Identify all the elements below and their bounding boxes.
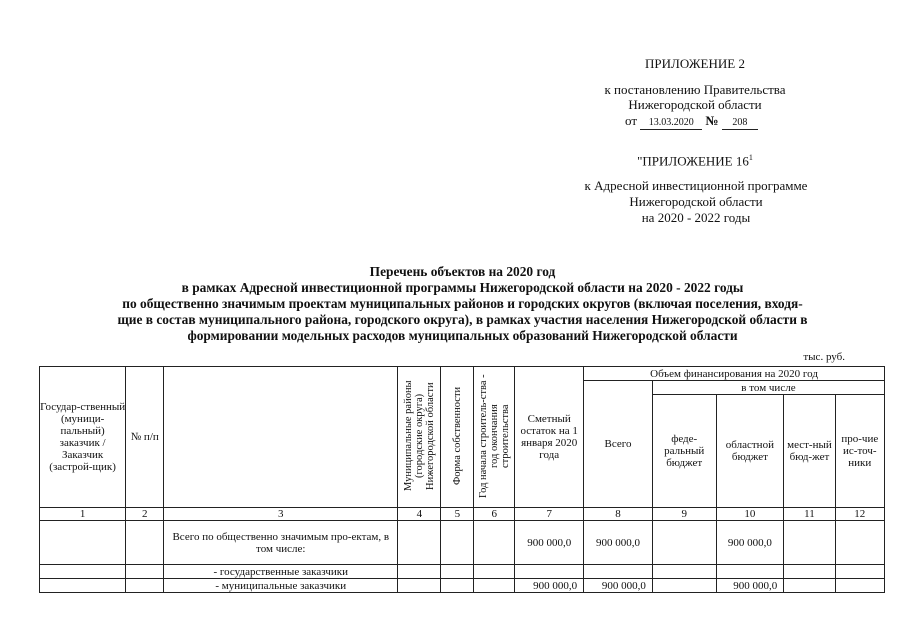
header-col3 bbox=[164, 367, 398, 508]
title-line-5: формировании модельных расходов муниципальных образований Нижегородской области bbox=[187, 328, 738, 343]
header-local: мест-ный бюд-жет bbox=[784, 395, 835, 508]
number-label: № bbox=[705, 113, 719, 128]
row-local bbox=[784, 579, 835, 593]
title-line-2: в рамках Адресной инвестиционной программы Нижегородской области на 2020 - 2022 годы bbox=[181, 280, 744, 295]
row-federal bbox=[652, 521, 716, 565]
col-number: 12 bbox=[835, 508, 884, 521]
from-label: от bbox=[625, 113, 638, 128]
header-federal: феде-ральный бюджет bbox=[652, 395, 716, 508]
decree-date-line bbox=[625, 113, 825, 130]
row-label: Всего по общественно значимым про-ектам, в том числе: bbox=[164, 521, 398, 565]
title-line-3: по общественно значимым проектам муниципальных районов и городских округов (включая поселения, входя- bbox=[122, 296, 803, 311]
header-funding: Объем финансирования на 2020 год bbox=[584, 367, 885, 381]
row-regional bbox=[716, 565, 784, 579]
col-number: 2 bbox=[126, 508, 164, 521]
document-title bbox=[40, 264, 885, 344]
table-row bbox=[40, 565, 885, 579]
row-federal bbox=[652, 579, 716, 593]
row-total: 900 000,0 bbox=[584, 521, 653, 565]
table-row bbox=[40, 521, 885, 565]
decree-date: 13.03.2020 bbox=[640, 117, 702, 130]
col-number: 3 bbox=[164, 508, 398, 521]
header-other: про-чие ис-точ-ники bbox=[835, 395, 884, 508]
row-regional: 900 000,0 bbox=[716, 521, 784, 565]
program-line-2: Нижегородской области bbox=[629, 194, 763, 209]
row-regional: 900 000,0 bbox=[716, 579, 784, 593]
row-label: - государственные заказчики bbox=[164, 565, 398, 579]
col-number: 9 bbox=[652, 508, 716, 521]
row-other bbox=[835, 579, 884, 593]
col-number: 5 bbox=[441, 508, 474, 521]
row-remainder: 900 000,0 bbox=[515, 579, 584, 593]
row-other bbox=[835, 565, 884, 579]
header-customer: Государ-ственный (муници-пальный) заказчик /Заказчик (застрой-щик) bbox=[40, 367, 126, 508]
row-federal bbox=[652, 565, 716, 579]
row-local bbox=[784, 521, 835, 565]
header-remainder: Сметный остаток на 1 января 2020 года bbox=[515, 367, 584, 508]
row-label: - муниципальные заказчики bbox=[164, 579, 398, 593]
title-line-1: Перечень объектов на 2020 год bbox=[369, 264, 556, 279]
col-number: 11 bbox=[784, 508, 835, 521]
row-remainder bbox=[515, 565, 584, 579]
header-regional: областной бюджет bbox=[716, 395, 784, 508]
row-total bbox=[584, 565, 653, 579]
col-number: 1 bbox=[40, 508, 126, 521]
header-years: Год начала строитель-ства - год окончания строительства bbox=[474, 367, 515, 508]
appendix-title: ПРИЛОЖЕНИЕ 2 bbox=[645, 56, 745, 71]
col-number: 7 bbox=[515, 508, 584, 521]
header-ownership: Форма собственности bbox=[441, 367, 474, 508]
header-total: Всего bbox=[584, 381, 653, 508]
appendix16-superscript: 1 bbox=[748, 153, 753, 162]
units-label: тыс. руб. bbox=[803, 351, 845, 363]
decree-line-1: к постановлению Правительства bbox=[604, 82, 786, 97]
col-number: 6 bbox=[474, 508, 515, 521]
column-number-row bbox=[40, 508, 885, 521]
row-remainder: 900 000,0 bbox=[515, 521, 584, 565]
col-number: 8 bbox=[584, 508, 653, 521]
title-line-4: щие в состав муниципального района, городского округа), в рамках участия населения Нижегородской области в bbox=[117, 312, 808, 327]
header-districts: Муниципальные районы (городские округа) Нижегородской области bbox=[398, 367, 441, 508]
program-line-3: на 2020 - 2022 годы bbox=[641, 210, 751, 225]
decree-number: 208 bbox=[722, 117, 758, 130]
program-line-1: к Адресной инвестиционной программе bbox=[584, 178, 808, 193]
header-number: № п/п bbox=[126, 367, 164, 508]
row-local bbox=[784, 565, 835, 579]
row-total: 900 000,0 bbox=[584, 579, 653, 593]
header-including: в том числе bbox=[652, 381, 884, 395]
table-row bbox=[40, 579, 885, 593]
row-other bbox=[835, 521, 884, 565]
objects-table bbox=[39, 366, 885, 593]
appendix16-title: "ПРИЛОЖЕНИЕ $16^1$ bbox=[637, 153, 753, 169]
decree-line-2: Нижегородской области bbox=[628, 97, 762, 112]
col-number: 10 bbox=[716, 508, 784, 521]
col-number: 4 bbox=[398, 508, 441, 521]
